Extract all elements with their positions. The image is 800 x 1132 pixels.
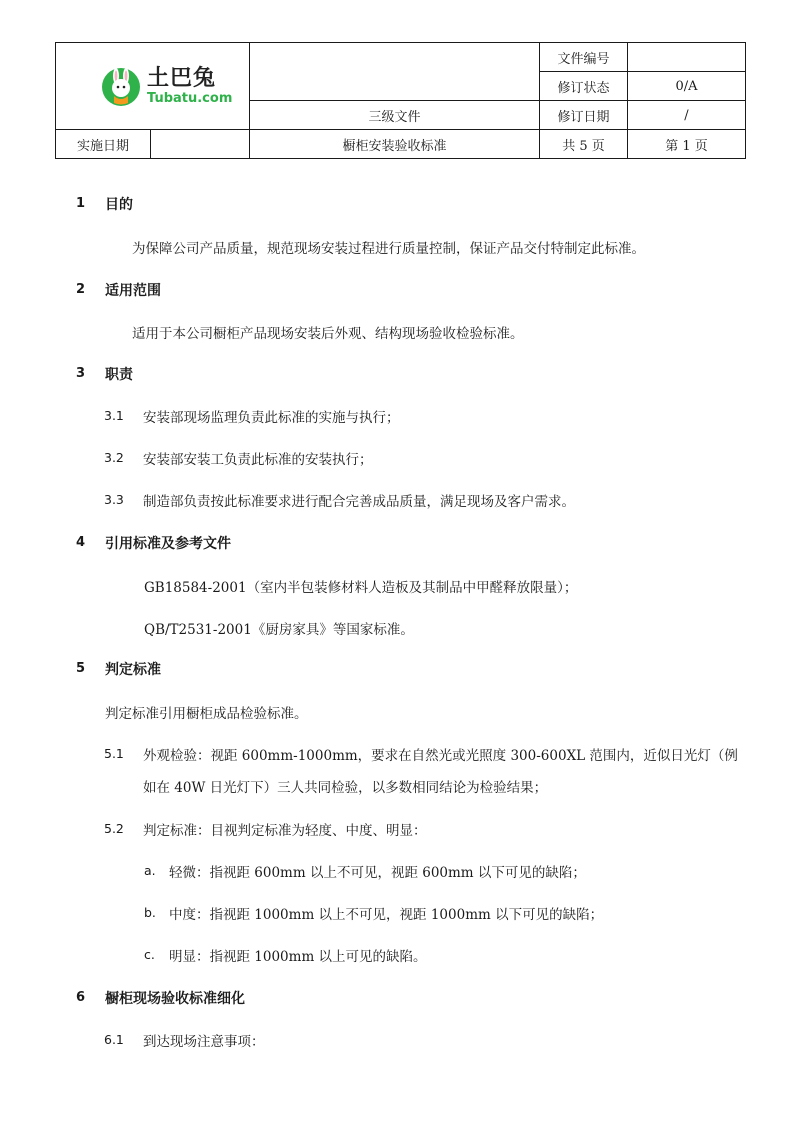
section-5-number: 5 <box>76 661 86 676</box>
company-logo <box>101 65 249 107</box>
section-2-number: 2 <box>76 282 86 297</box>
section-3-2-text: 安装部安装工负责此标准的安装执行； <box>143 452 373 468</box>
level-c-mark: c. <box>144 947 155 962</box>
section-6-number: 6 <box>76 990 86 1005</box>
document-level: 三级文件 <box>250 101 540 130</box>
revision-status-label: 修订状态 <box>540 72 628 101</box>
section-5-intro: 判定标准引用橱柜成品检验标准。 <box>105 706 308 722</box>
level-b-mark: b. <box>144 905 156 920</box>
total-pages: 共 5 页 <box>540 130 628 159</box>
section-5-2-text: 判定标准：目视判定标准为轻度、中度、明显： <box>143 823 427 839</box>
section-3-1-number: 3.1 <box>104 408 124 423</box>
rabbit-logo-icon <box>101 65 141 107</box>
section-6-1-text: 到达现场注意事项： <box>143 1034 265 1050</box>
section-1-title: 目的 <box>105 197 133 213</box>
revision-date-label: 修订日期 <box>540 101 628 130</box>
section-6-1-number: 6.1 <box>104 1032 124 1047</box>
section-3-2-number: 3.2 <box>104 450 124 465</box>
logo-cell <box>56 43 250 130</box>
revision-date-value: / <box>628 101 746 130</box>
section-5-title: 判定标准 <box>105 662 161 678</box>
section-5-1-number: 5.1 <box>104 746 124 761</box>
section-5-1-line-2: 如在 40W 日光灯下）三人共同检验，以多数相同结论为检验结果； <box>143 780 548 796</box>
level-a-mark: a. <box>144 863 156 878</box>
section-1-body: 为保障公司产品质量，规范现场安装过程进行质量控制，保证产品交付特制定此标准。 <box>132 241 645 257</box>
implementation-date-label: 实施日期 <box>56 130 151 159</box>
section-6-title: 橱柜现场验收标准细化 <box>105 991 245 1007</box>
section-5-1-line-1: 外观检验：视距 600mm-1000mm，要求在自然光或光照度 300-600XL 范围内，近似日光灯（例 <box>143 748 738 764</box>
revision-status-value: 0/A <box>628 72 746 101</box>
logo-english-name: Tubatu.com <box>147 90 233 106</box>
section-3-number: 3 <box>76 366 86 381</box>
level-c-text: 明显：指视距 1000mm 以上可见的缺陷。 <box>169 949 427 965</box>
section-3-1-text: 安装部现场监理负责此标准的实施与执行； <box>143 410 400 426</box>
reference-1: GB18584-2001（室内半包装修材料人造板及其制品中甲醛释放限量）； <box>144 580 578 596</box>
logo-chinese-name: 土巴兔 <box>147 65 217 91</box>
section-4-title: 引用标准及参考文件 <box>105 536 231 552</box>
section-5-2-number: 5.2 <box>104 821 124 836</box>
level-b-text: 中度：指视距 1000mm 以上不可见，视距 1000mm 以下可见的缺陷； <box>169 907 604 923</box>
section-3-3-text: 制造部负责按此标准要求进行配合完善成品质量，满足现场及客户需求。 <box>143 494 575 510</box>
implementation-date-value <box>151 130 250 159</box>
section-3-3-number: 3.3 <box>104 492 124 507</box>
level-a-text: 轻微：指视距 600mm 以上不可见，视距 600mm 以下可见的缺陷； <box>169 865 586 881</box>
section-2-title: 适用范围 <box>105 283 161 299</box>
doc-number-value <box>628 43 746 72</box>
section-4-number: 4 <box>76 535 86 550</box>
document-title: 橱柜安装验收标准 <box>250 130 540 159</box>
doc-number-label: 文件编号 <box>540 43 628 72</box>
document-header-table <box>55 42 746 159</box>
current-page: 第 1 页 <box>628 130 746 159</box>
reference-2: QB/T2531-2001《厨房家具》等国家标准。 <box>144 622 414 638</box>
section-3-title: 职责 <box>105 367 133 383</box>
blank-header-cell <box>250 43 540 101</box>
section-2-body: 适用于本公司橱柜产品现场安装后外观、结构现场验收检验标准。 <box>132 326 524 342</box>
section-1-number: 1 <box>76 196 86 211</box>
